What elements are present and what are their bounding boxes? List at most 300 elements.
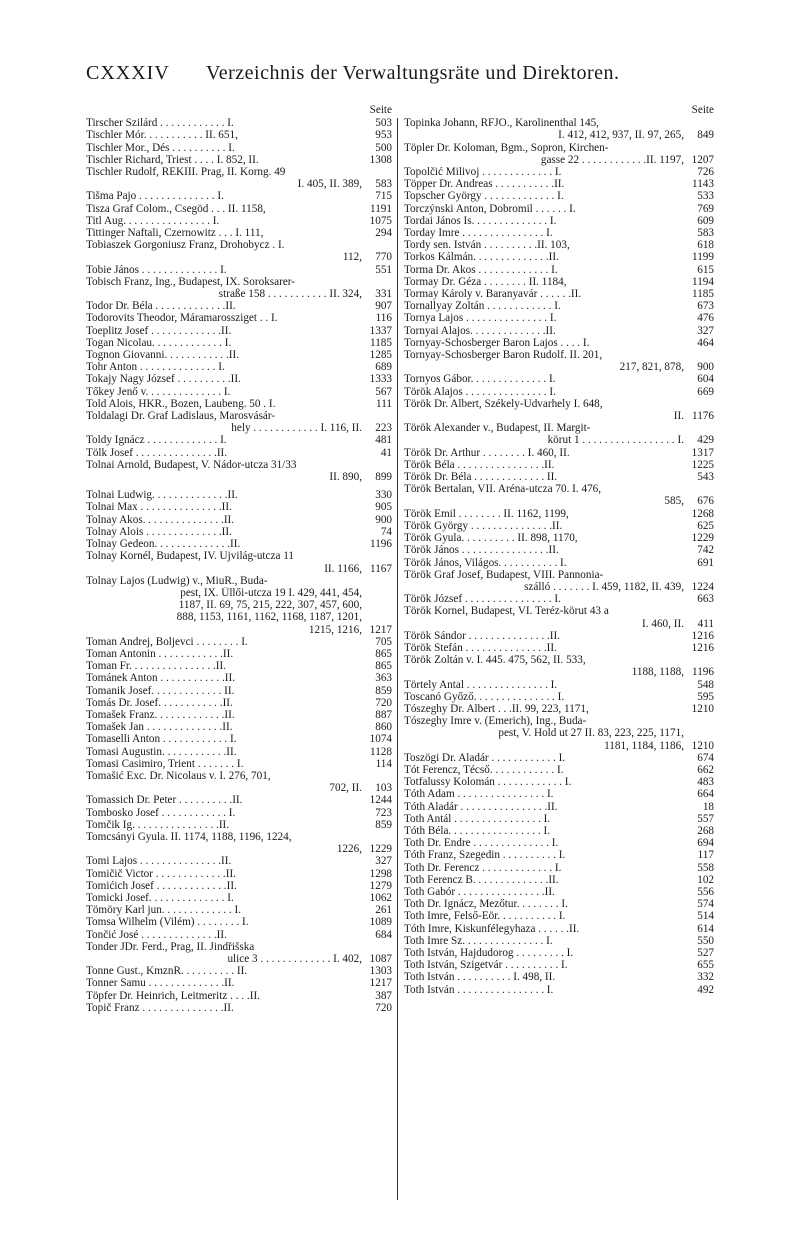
entry-line: Tobisch Franz, Ing., Budapest, IX. Soroksarer- — [86, 275, 296, 288]
index-entry — [404, 715, 714, 752]
entry-text — [404, 178, 684, 190]
entry-line: I. 412, 412, 937, II. 97, 265, — [558, 129, 684, 142]
entry-text — [86, 361, 362, 373]
page-ref-number: 899 — [375, 471, 392, 484]
page-ref-number: 481 — [375, 434, 392, 447]
entry-text — [404, 849, 684, 861]
entry-text — [404, 898, 684, 910]
index-entry — [86, 831, 392, 855]
index-entry — [86, 648, 392, 660]
index-entry — [404, 825, 714, 837]
page-ref-number: 543 — [697, 471, 714, 484]
entry-text — [404, 117, 684, 141]
entry-text — [404, 752, 684, 764]
index-entry — [86, 575, 392, 636]
entry-text — [86, 215, 362, 227]
index-entry — [86, 501, 392, 513]
entry-line: 1226, — [336, 843, 362, 856]
index-entry — [404, 373, 714, 385]
entry-text — [404, 971, 684, 983]
entry-line: 702, II. — [329, 782, 362, 795]
entry-text — [86, 203, 362, 215]
entry-text — [404, 825, 684, 837]
page-ref-number: 1185 — [370, 336, 392, 349]
index-entry — [404, 788, 714, 800]
page-ref-number: 859 — [375, 684, 392, 697]
index-entry — [404, 935, 714, 947]
entry-line: Titl Aug. . . . . . . . . . . . . . . . I. — [86, 214, 220, 227]
page-ref-number: 1225 — [691, 458, 714, 471]
page-ref-number: 411 — [697, 617, 714, 630]
entry-line: Toman Antonin . . . . . . . . . . . .II. — [86, 647, 234, 660]
page-ref-number: 363 — [375, 672, 392, 685]
entry-text — [404, 276, 684, 288]
entry-text — [86, 709, 362, 721]
entry-line: Tomašek Franz. . . . . . . . . . . . .II. — [86, 708, 235, 721]
entry-line: Torczýnski Anton, Dobromil . . . . . . I. — [404, 202, 576, 215]
entry-line: gasse 22 . . . . . . . . . . . .II. 1197, — [540, 153, 684, 166]
page-ref-number: 332 — [697, 971, 714, 984]
index-entry — [86, 819, 392, 831]
entry-text — [404, 398, 684, 422]
entry-line: Tomićich Josef . . . . . . . . . . . . .II. — [86, 879, 237, 892]
entry-line: Tomčik Ig. . . . . . . . . . . . . . . .II. — [86, 818, 230, 831]
index-entry — [404, 593, 714, 605]
index-entry — [86, 660, 392, 672]
entry-text — [404, 190, 684, 202]
entry-line: Toth István . . . . . . . . . . . . . . . . I. — [404, 983, 554, 996]
entry-text — [404, 471, 684, 483]
entry-line: Toth Dr. Ferencz . . . . . . . . . . . . . I. — [404, 861, 562, 874]
entry-text — [86, 721, 362, 733]
index-entry — [86, 709, 392, 721]
entry-line: Togan Nicolau. . . . . . . . . . . . . I. — [86, 336, 232, 349]
entry-text — [404, 557, 684, 569]
index-entry — [404, 398, 714, 422]
page-ref-number: 1216 — [691, 629, 714, 642]
entry-line: Tolnai Arnold, Budapest, V. Nádor-utcza 31/33 — [86, 458, 297, 471]
page-ref-number: 1074 — [369, 733, 392, 746]
index-entry — [404, 691, 714, 703]
page-ref-number: 1207 — [691, 153, 714, 166]
entry-text — [404, 520, 684, 532]
index-entry — [404, 837, 714, 849]
entry-text — [86, 636, 362, 648]
entry-text — [404, 788, 684, 800]
entry-line: Török Kornel, Budapest, VI. Teréz-körut 43 a — [404, 605, 609, 618]
page-ref-number: 614 — [697, 922, 714, 935]
entry-text — [86, 538, 362, 550]
page-ref-number: 492 — [697, 983, 714, 996]
entry-line: Tolnai Max . . . . . . . . . . . . . . .II. — [86, 501, 232, 514]
entry-line: Tomasi Augustin. . . . . . . . . . . .II. — [86, 745, 237, 758]
entry-text — [404, 300, 684, 312]
entry-text — [404, 264, 684, 276]
entry-line: Töpler Dr. Koloman, Bgm., Sopron, Kirchen- — [404, 141, 609, 154]
index-entry — [86, 434, 392, 446]
index-entry — [86, 447, 392, 459]
entry-line: Tischler Mor., Dés . . . . . . . . . . I. — [86, 141, 235, 154]
entry-line: Török Dr. Béla . . . . . . . . . . . . . II. — [404, 471, 558, 484]
page-ref-number: 689 — [375, 361, 392, 374]
index-entry — [86, 325, 392, 337]
entry-text — [404, 691, 684, 703]
entry-line: Tišma Pajo . . . . . . . . . . . . . . I. — [86, 190, 224, 203]
page-ref-number: 673 — [697, 300, 714, 313]
entry-line: Tolnay Lajos (Ludwig) v., MiuR., Buda- — [86, 574, 268, 587]
entry-line: Tončić José . . . . . . . . . . . . . .II. — [86, 928, 227, 941]
page-ref-number: 111 — [376, 397, 392, 410]
entry-text — [404, 801, 684, 813]
entry-line: Török Stefán . . . . . . . . . . . . . . .II. — [404, 641, 557, 654]
index-entry — [404, 422, 714, 446]
index-entry — [86, 965, 392, 977]
index-entry — [86, 312, 392, 324]
page-ref-number: 429 — [697, 434, 714, 447]
index-entry — [404, 910, 714, 922]
page-ref-number: 294 — [375, 227, 392, 240]
entry-text — [404, 142, 684, 166]
index-entry — [404, 264, 714, 276]
page-ref-number: 691 — [697, 556, 714, 569]
index-entry — [86, 977, 392, 989]
page-ref-number: 674 — [697, 751, 714, 764]
index-entry — [86, 410, 392, 434]
index-entry — [404, 679, 714, 691]
entry-text — [404, 605, 684, 629]
entry-text — [86, 746, 362, 758]
entry-line: II. 1166, — [324, 562, 362, 575]
page-number: CXXXIV — [86, 62, 170, 84]
seite-label-right: Seite — [691, 104, 714, 116]
entry-text — [404, 483, 684, 507]
index-entry — [86, 868, 392, 880]
entry-text — [404, 227, 684, 239]
entry-line: Toth Gabór . . . . . . . . . . . . . . . .II. — [404, 885, 555, 898]
entry-line: Török János, Világos. . . . . . . . . . . I. — [404, 556, 567, 569]
entry-line: 585, — [664, 495, 684, 508]
entry-text — [404, 251, 684, 263]
page-ref-number: 625 — [697, 519, 714, 532]
entry-text — [86, 758, 362, 770]
entry-line: Tót Ferencz, Técső. . . . . . . . . . . . I. — [404, 763, 564, 776]
index-entry — [404, 886, 714, 898]
page-ref-number: 514 — [697, 910, 714, 923]
page-ref-number: 116 — [375, 312, 392, 325]
entry-line: Tordy sen. István . . . . . . . . . .II. 103, — [404, 239, 570, 252]
entry-text — [404, 569, 684, 593]
left-column — [86, 104, 392, 1014]
entry-text — [86, 892, 362, 904]
entry-line: Toth István . . . . . . . . . . I. 498, II. — [404, 971, 556, 984]
index-entry — [404, 874, 714, 886]
page-ref-number: 1333 — [369, 373, 392, 386]
entry-line: Totfalussy Kolomán . . . . . . . . . . . . I. — [404, 776, 572, 789]
entry-line: Töpper Dr. Andreas . . . . . . . . . . .II. — [404, 178, 565, 191]
index-entry — [404, 654, 714, 678]
entry-line: pest, IX. Üllői-utcza 19 I. 429, 441, 454, — [180, 586, 362, 599]
entry-line: II. 890, — [329, 471, 362, 484]
index-entry — [86, 398, 392, 410]
index-entry — [404, 849, 714, 861]
index-entry — [404, 190, 714, 202]
index-entry — [404, 752, 714, 764]
entry-text — [86, 868, 362, 880]
entry-text — [404, 886, 684, 898]
index-entry — [404, 959, 714, 971]
page-ref-number: 1075 — [369, 214, 392, 227]
index-entry — [404, 508, 714, 520]
index-entry — [404, 471, 714, 483]
entry-line: Tischler Mór. . . . . . . . . . . II. 651, — [86, 129, 238, 142]
index-entry — [404, 166, 714, 178]
page-ref-number: 1217 — [369, 977, 392, 990]
page-ref-number: 720 — [375, 1001, 392, 1014]
page-ref-number: 1128 — [370, 745, 392, 758]
index-entry — [86, 361, 392, 373]
entry-line: Topič Franz . . . . . . . . . . . . . . .II. — [86, 1001, 234, 1014]
index-entry — [404, 215, 714, 227]
entry-text — [404, 837, 684, 849]
page-ref-number: 1196 — [692, 666, 714, 679]
entry-line: Topinka Johann, RFJO., Karolinenthal 145, — [404, 117, 599, 130]
entry-line: pest, V. Hold ut 27 II. 83, 223, 225, 1171, — [498, 727, 684, 740]
index-entry — [86, 154, 392, 166]
index-entry — [404, 483, 714, 507]
page-ref-number: 865 — [375, 660, 392, 673]
entry-text — [404, 715, 684, 752]
index-entry — [86, 892, 392, 904]
page-ref-number: 327 — [375, 855, 392, 868]
entry-line: Tomicki Josef. . . . . . . . . . . . . . I. — [86, 891, 234, 904]
entry-line: Topolčić Milivoj . . . . . . . . . . . . . I. — [404, 166, 562, 178]
entry-line: Tisza Graf Colom., Csegöd . . . II. 1158, — [86, 202, 266, 215]
entry-text — [86, 880, 362, 892]
entry-line: Török János . . . . . . . . . . . . . . . .II. — [404, 544, 559, 557]
entry-line: Törtely Antal . . . . . . . . . . . . . . . I. — [404, 678, 558, 691]
page-ref-number: 1062 — [369, 891, 392, 904]
index-entry — [86, 459, 392, 483]
entry-line: Tománek Anton . . . . . . . . . . . .II. — [86, 672, 235, 685]
index-entry — [86, 489, 392, 501]
page-ref-number: 551 — [375, 263, 392, 276]
entry-line: Török Béla . . . . . . . . . . . . . . . .II. — [404, 458, 555, 471]
index-entry — [86, 373, 392, 385]
page-ref-number: 953 — [375, 129, 392, 142]
entry-line: Tornyay-Schosberger Baron Rudolf. II. 201, — [404, 349, 603, 362]
entry-line: Tomanik Josef. . . . . . . . . . . . . II. — [86, 684, 235, 697]
index-entry — [404, 605, 714, 629]
page-ref-number: 567 — [375, 385, 392, 398]
index-entry — [86, 349, 392, 361]
entry-line: Tóth Adam . . . . . . . . . . . . . . . . I. — [404, 788, 554, 801]
entry-line: Tóth Franz, Szegedin . . . . . . . . . . I. — [404, 849, 566, 862]
entry-line: Tittinger Naftali, Czernowitz . . . I. 111, — [86, 227, 264, 240]
entry-text — [86, 349, 362, 361]
page-ref-number: 609 — [697, 214, 714, 227]
page-ref-number: 669 — [697, 385, 714, 398]
entry-line: Todor Dr. Béla . . . . . . . . . . . . .II. — [86, 300, 236, 313]
entry-line: Toth István, Szigetvár . . . . . . . . . . I. — [404, 959, 568, 972]
page-ref-number: 715 — [375, 190, 392, 203]
index-entry — [86, 239, 392, 263]
entry-text — [404, 630, 684, 642]
entry-line: Tormay Dr. Géza . . . . . . . . II. 1184, — [404, 275, 567, 288]
entry-line: Tomás Dr. Josef. . . . . . . . . . . .II. — [86, 696, 233, 709]
index-entry — [86, 386, 392, 398]
page-ref-number: 769 — [697, 202, 714, 215]
entry-text — [86, 831, 362, 855]
entry-line: Tomašić Exc. Dr. Nicolaus v. I. 276, 701, — [86, 769, 271, 782]
index-entry — [86, 685, 392, 697]
page-ref-number: 1089 — [369, 916, 392, 929]
entry-line: Torkos Kálmán. . . . . . . . . . . . . .II. — [404, 251, 559, 264]
page-ref-number: 330 — [375, 489, 392, 502]
entry-text — [404, 349, 684, 373]
entry-line: ulice 3 . . . . . . . . . . . . . I. 402, — [227, 953, 362, 965]
index-entry — [86, 215, 392, 227]
entry-line: Tornyos Gábor. . . . . . . . . . . . . . I. — [404, 373, 556, 386]
entry-line: Tonne Gust., KmznR. . . . . . . . . . II. — [86, 965, 248, 978]
entry-text — [404, 910, 684, 922]
entry-text — [404, 703, 684, 715]
entry-text — [86, 648, 362, 660]
entry-line: Tölk Josef . . . . . . . . . . . . . . .II. — [86, 446, 228, 459]
entry-line: Török Sándor . . . . . . . . . . . . . . .II. — [404, 629, 560, 642]
entry-text — [404, 459, 684, 471]
page-ref-number: 900 — [375, 513, 392, 526]
index-entry — [86, 672, 392, 684]
entry-text — [86, 190, 362, 202]
entry-line: Tomcsányi Gyula. II. 1174, 1188, 1196, 1224, — [86, 830, 292, 843]
entry-text — [86, 227, 362, 239]
page-ref-number: 1199 — [692, 251, 714, 264]
entry-text — [404, 447, 684, 459]
page-ref-number: 604 — [697, 373, 714, 386]
index-entry — [86, 538, 392, 550]
index-entry — [404, 703, 714, 715]
entry-text — [86, 312, 362, 324]
entry-text — [86, 276, 362, 300]
entry-line: Tobie János . . . . . . . . . . . . . . I. — [86, 263, 227, 276]
page-ref-number: 1210 — [691, 739, 714, 752]
page-ref-number: 527 — [697, 947, 714, 959]
index-entry — [404, 386, 714, 398]
page-ref-number: 550 — [697, 934, 714, 947]
index-entry — [404, 459, 714, 471]
index-entry — [404, 557, 714, 569]
entry-line: Tomašek Jan . . . . . . . . . . . . . .II. — [86, 721, 233, 734]
entry-text — [86, 990, 362, 1002]
page-ref-number: 1224 — [691, 580, 714, 593]
entry-line: Toth Antál . . . . . . . . . . . . . . . . I. — [404, 812, 551, 825]
entry-line: Tóth Aladár . . . . . . . . . . . . . . . .II. — [404, 800, 558, 813]
entry-text — [86, 965, 362, 977]
entry-line: Torday Imre . . . . . . . . . . . . . . . I. — [404, 227, 553, 240]
entry-text — [404, 508, 684, 520]
index-entry — [86, 904, 392, 916]
page-ref-number: 583 — [375, 178, 392, 191]
index-entry — [404, 862, 714, 874]
entry-text — [404, 325, 684, 337]
index-entry — [86, 190, 392, 202]
entry-line: Török Dr. Arthur . . . . . . . . I. 460, II. — [404, 446, 570, 459]
entry-line: Told Alois, HKR., Bozen, Laubeng. 50 . I. — [86, 397, 276, 410]
page-ref-number: 1191 — [370, 202, 392, 215]
page-ref-number: 595 — [697, 690, 714, 703]
entry-line: Török Alajos . . . . . . . . . . . . . . . I. — [404, 385, 556, 398]
page-ref-number: 503 — [375, 117, 392, 130]
index-entry — [404, 801, 714, 813]
entry-text — [86, 373, 362, 385]
entry-line: Tischler Rudolf, REKIII. Prag, II. Korng. 49 — [86, 166, 286, 178]
entry-line: straße 158 . . . . . . . . . . . II. 324, — [218, 288, 362, 301]
entry-line: Tornya Lajos . . . . . . . . . . . . . . . I. — [404, 312, 557, 325]
entry-text — [86, 660, 362, 672]
entry-line: Tonner Samu . . . . . . . . . . . . . .II. — [86, 977, 235, 990]
index-entry — [404, 117, 714, 141]
index-entry — [404, 520, 714, 532]
entry-line: 112, — [342, 251, 362, 264]
entry-text — [86, 916, 362, 928]
page-ref-number: 1185 — [692, 288, 714, 301]
page-ref-number: 387 — [375, 989, 392, 1002]
entry-line: Tóth Imre, Kiskunfélegyhaza . . . . . .II. — [404, 922, 580, 935]
entry-line: Török Graf Josef, Budapest, VIII. Pannonia- — [404, 568, 604, 581]
entry-text — [86, 794, 362, 806]
entry-line: Török Alexander v., Budapest, II. Margit- — [404, 422, 591, 435]
index-entry — [86, 807, 392, 819]
page-ref-number: 556 — [697, 885, 714, 898]
page-ref-number: 1229 — [369, 843, 392, 856]
page-ref-number: 723 — [375, 806, 392, 819]
page-ref-number: 268 — [697, 824, 714, 837]
page-ref-number: 720 — [375, 696, 392, 709]
page-header — [86, 62, 714, 90]
entry-line: Töpfer Dr. Heinrich, Leitmeritz . . . .II. — [86, 989, 260, 1002]
index-entry — [404, 142, 714, 166]
entry-text — [86, 770, 362, 794]
index-entry — [404, 300, 714, 312]
page-ref-number: 684 — [375, 928, 392, 941]
page-ref-number: 1229 — [691, 532, 714, 545]
page-ref-number: 327 — [697, 324, 714, 337]
index-entry — [86, 514, 392, 526]
index-entry — [404, 813, 714, 825]
index-entry — [86, 746, 392, 758]
index-entry — [404, 923, 714, 935]
entry-line: Toldy Ignácz . . . . . . . . . . . . . I. — [86, 434, 227, 447]
entry-text — [86, 977, 362, 989]
entry-line: Tornyai Alajos. . . . . . . . . . . . . .II. — [404, 324, 556, 337]
entry-line: 1215, 1216, — [308, 623, 362, 636]
index-entry — [86, 855, 392, 867]
entry-line: Toth Imre Sz. . . . . . . . . . . . . . . I. — [404, 934, 553, 947]
page-ref-number: 583 — [697, 227, 714, 240]
page-ref-number: 1167 — [370, 562, 392, 575]
index-entry — [86, 697, 392, 709]
entry-line: Toman Andrej, Boljevci . . . . . . . . I. — [86, 635, 248, 648]
entry-text — [86, 685, 362, 697]
right-entries — [404, 117, 714, 996]
entry-text — [404, 654, 684, 678]
page-ref-number: 860 — [375, 721, 392, 734]
entry-line: Tischler Richard, Triest . . . . I. 852, II. — [86, 153, 259, 166]
entry-line: Török Dr. Albert, Székely-Udvarhely I. 648, — [404, 397, 603, 410]
page-ref-number: 114 — [375, 757, 392, 770]
entry-text — [404, 935, 684, 947]
index-entry — [404, 642, 714, 654]
